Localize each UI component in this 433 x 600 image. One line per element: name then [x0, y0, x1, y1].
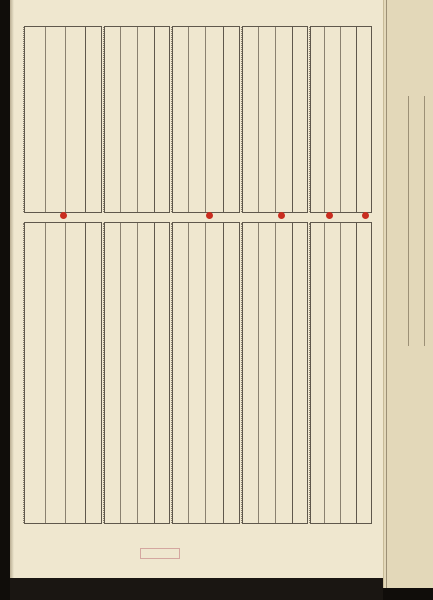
title-block: [242, 222, 308, 524]
red-circle-marker-icon: [326, 212, 333, 219]
translator-name: [103, 223, 121, 523]
block-title: [154, 27, 169, 212]
red-circle-marker-icon: [362, 212, 369, 219]
book-title: [137, 223, 155, 523]
book-title: [340, 27, 357, 212]
translator-name: [309, 223, 325, 523]
title-block: [310, 26, 372, 213]
title-block: [24, 26, 102, 213]
translator-name: [241, 27, 259, 212]
block-title: [223, 27, 239, 212]
book-title: [340, 223, 357, 523]
translator-name: [241, 223, 259, 523]
book-title: [324, 223, 341, 523]
block-title: [85, 223, 101, 523]
book-title: [324, 27, 341, 212]
book-title: [120, 223, 138, 523]
book-title: [275, 223, 293, 523]
red-circle-marker-icon: [206, 212, 213, 219]
facing-page-rule: [424, 96, 425, 346]
book-title: [258, 223, 276, 523]
book-title: [65, 223, 86, 523]
title-block: [310, 222, 372, 524]
block-title: [292, 223, 307, 523]
book-title: [188, 223, 206, 523]
book-title: [137, 27, 155, 212]
translator-name: [171, 223, 189, 523]
translator-name: [23, 223, 46, 523]
translator-name: [171, 27, 189, 212]
title-block: [172, 26, 240, 213]
block-title: [154, 223, 169, 523]
facing-page: [383, 0, 433, 588]
table-edge: [10, 578, 383, 600]
translator-name: [103, 27, 121, 212]
book-title: [45, 27, 66, 212]
title-block: [104, 222, 170, 524]
ownership-stamp: [140, 548, 180, 559]
red-circle-marker-icon: [278, 212, 285, 219]
book-title: [65, 27, 86, 212]
book-title: [188, 27, 206, 212]
book-title: [45, 223, 66, 523]
book-title: [275, 27, 293, 212]
red-circle-marker-icon: [60, 212, 67, 219]
block-title: [356, 27, 371, 212]
block-title: [223, 223, 239, 523]
translator-name: [23, 27, 46, 212]
translator-name: [309, 27, 325, 212]
facing-page-rule: [386, 0, 387, 588]
block-title: [292, 27, 307, 212]
facing-page-rule: [408, 96, 409, 346]
book-title: [205, 223, 224, 523]
title-block: [104, 26, 170, 213]
title-block: [172, 222, 240, 524]
page-fold-shadow: [10, 0, 14, 578]
book-title: [258, 27, 276, 212]
block-title: [85, 27, 101, 212]
block-title: [356, 223, 371, 523]
book-title: [120, 27, 138, 212]
book-title: [205, 27, 224, 212]
title-block: [242, 26, 308, 213]
title-block: [24, 222, 102, 524]
catalog-page: [10, 0, 383, 578]
